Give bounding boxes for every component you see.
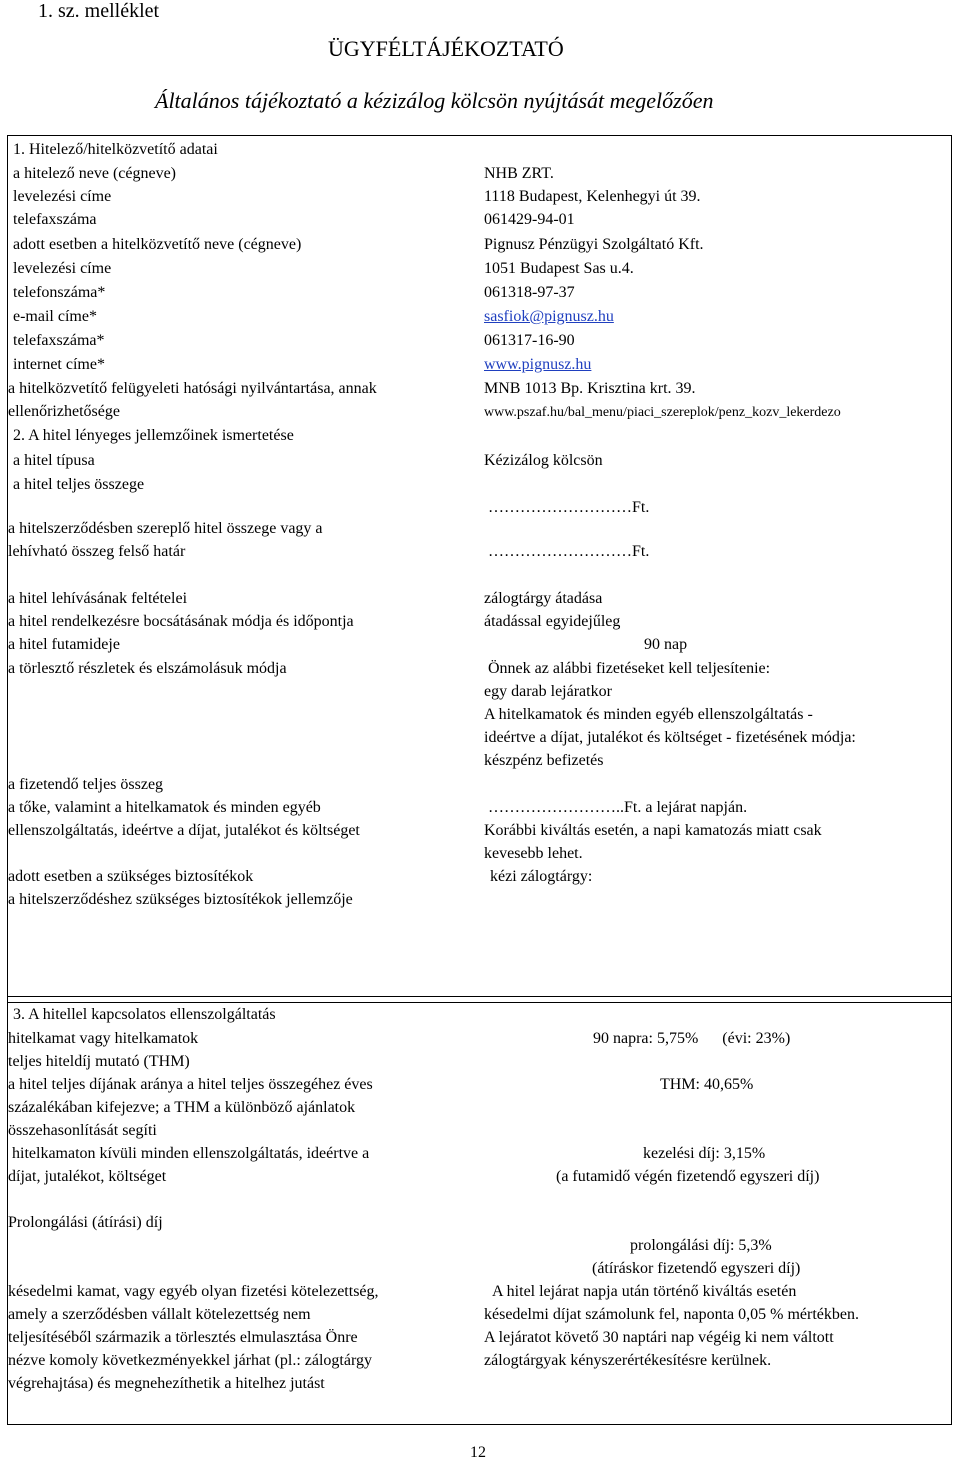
payable-total-value-line-1: ……………………..Ft. a lejárat napján. xyxy=(488,799,748,816)
broker-address-value: 1051 Budapest Sas u.4. xyxy=(484,260,634,277)
supervisor-value-url: www.pszaf.hu/bal_menu/piaci_szereplok/penz_kozv_lekerdezo xyxy=(484,405,841,420)
payable-total-label-line-1: a fizetendő teljes összeg xyxy=(8,776,164,793)
repayment-value-line-3: A hitelkamatok és minden egyéb ellenszolgáltatás - xyxy=(484,706,813,723)
late-interest-value-line-4: zálogtárgyak kényszerértékesítésre kerülnek. xyxy=(484,1352,772,1369)
fees-value-line-1: kezelési díj: 3,15% xyxy=(643,1145,766,1162)
interest-rate-label: hitelkamat vagy hitelkamatok xyxy=(8,1030,199,1047)
broker-phone-label: telefonszáma* xyxy=(13,284,106,301)
broker-email-link[interactable]: sasfiok@pignusz.hu xyxy=(484,308,614,325)
availability-value: átadással egyidejűleg xyxy=(484,613,621,630)
supervisor-value-address: MNB 1013 Bp. Krisztina krt. 39. xyxy=(484,380,696,397)
section-1-heading: 1. Hitelező/hitelközvetítő adatai xyxy=(13,141,218,158)
broker-website-label: internet címe* xyxy=(13,356,105,373)
late-interest-value-line-3: A lejáratot követő 30 naptári nap végéig ki nem váltott xyxy=(484,1329,834,1346)
draw-conditions-label: a hitel lehívásának feltételei xyxy=(8,590,188,607)
apr-label-line-3: százalékában kifejezve; a THM a különböző ajánlatok xyxy=(8,1099,356,1116)
broker-website-link[interactable]: www.pignusz.hu xyxy=(484,356,592,373)
payable-total-value-line-2: Korábbi kiváltás esetén, a napi kamatozás miatt csak xyxy=(484,822,822,839)
credit-type-label: a hitel típusa xyxy=(13,452,95,469)
broker-fax-label: telefaxszáma* xyxy=(13,332,105,349)
credit-total-label: a hitel teljes összege xyxy=(13,476,145,493)
fees-label-line-2: díjat, jutalékot, költséget xyxy=(8,1168,167,1185)
section-3-heading: 3. A hitellel kapcsolatos ellenszolgáltatás xyxy=(13,1006,276,1023)
apr-value: THM: 40,65% xyxy=(660,1076,754,1093)
document-title: ÜGYFÉLTÁJÉKOZTATÓ xyxy=(328,36,564,61)
lender-address-label: levelezési címe xyxy=(13,188,112,205)
credit-amount-label-line-1: a hitelszerződésben szereplő hitel összege vagy a xyxy=(8,520,323,537)
security-label-line-1: adott esetben a szükséges biztosítékok xyxy=(8,868,254,885)
late-interest-value-line-2: késedelmi díjat számolunk fel, naponta 0,05 % mértékben. xyxy=(484,1306,859,1323)
fees-label-line-1: hitelkamaton kívüli minden ellenszolgáltatás, ideértve a xyxy=(12,1145,370,1162)
draw-conditions-value: zálogtárgy átadása xyxy=(484,590,603,607)
term-label: a hitel futamideje xyxy=(8,636,120,653)
broker-phone-value: 061318-97-37 xyxy=(484,284,575,301)
security-value: kézi zálogtárgy: xyxy=(490,868,593,885)
repayment-value-line-5: készpénz befizetés xyxy=(484,752,604,769)
lender-name-value: NHB ZRT. xyxy=(484,165,554,182)
availability-label: a hitel rendelkezésre bocsátásának módja és időpontja xyxy=(8,613,354,630)
broker-address-label: levelezési címe xyxy=(13,260,112,277)
broker-name-value: Pignusz Pénzügyi Szolgáltató Kft. xyxy=(484,236,704,253)
credit-amount-label-line-2: lehívható összeg felső határ xyxy=(8,543,186,560)
late-interest-label-line-2: amely a szerződésben vállalt kötelezettség nem xyxy=(8,1306,311,1323)
late-interest-label-line-4: nézve komoly következményekkel járhat (pl.: zálogtárgy xyxy=(8,1352,373,1369)
credit-amount-value: ………………………Ft. xyxy=(488,543,650,560)
apr-label-line-4: összehasonlítását segíti xyxy=(8,1122,157,1139)
late-interest-value-line-1: A hitel lejárat napja után történő kiváltás esetén xyxy=(492,1283,797,1300)
broker-email-label: e-mail címe* xyxy=(13,308,97,325)
payable-total-label-line-3: ellenszolgáltatás, ideértve a díjat, jutalékot és költséget xyxy=(8,822,360,839)
repayment-value-line-1: Önnek az alábbi fizetéseket kell teljesítenie: xyxy=(488,660,771,677)
section-2-heading: 2. A hitel lényeges jellemzőinek ismertetése xyxy=(13,427,294,444)
lender-name-label: a hitelező neve (cégneve) xyxy=(13,165,177,182)
repayment-value-line-4: ideértve a díjat, jutalékot és költséget - fizetésének módja: xyxy=(484,729,856,746)
prolongation-value-line-1: prolongálási díj: 5,3% xyxy=(630,1237,772,1254)
lender-fax-value: 061429-94-01 xyxy=(484,211,575,228)
broker-name-label: adott esetben a hitelközvetítő neve (cégneve) xyxy=(13,236,302,253)
page-number: 12 xyxy=(470,1444,486,1461)
document-subtitle: Általános tájékoztató a kézizálog kölcsön nyújtását megelőzően xyxy=(155,88,714,113)
broker-fax-value: 061317-16-90 xyxy=(484,332,575,349)
lender-address-value: 1118 Budapest, Kelenhegyi út 39. xyxy=(484,188,701,205)
lender-fax-label: telefaxszáma xyxy=(13,211,97,228)
late-interest-label-line-3: teljesítéséből származik a törlesztés elmulasztása Önre xyxy=(8,1329,358,1346)
supervisor-label-line-2: ellenőrizhetősége xyxy=(8,403,120,420)
term-value: 90 nap xyxy=(644,636,688,653)
supervisor-label-line-1: a hitelközvetítő felügyeleti hatósági nyilvántartása, annak xyxy=(8,380,377,397)
late-interest-label-line-1: késedelmi kamat, vagy egyéb olyan fizetési kötelezettség, xyxy=(8,1283,379,1300)
repayment-value-line-2: egy darab lejáratkor xyxy=(484,683,612,700)
apr-label-line-1: teljes hiteldíj mutató (THM) xyxy=(8,1053,190,1070)
late-interest-label-line-5: végrehajtása) és megnehezíthetik a hitelhez jutást xyxy=(8,1375,325,1392)
annex-label: 1. sz. melléklet xyxy=(38,0,160,22)
prolongation-label: Prolongálási (átírási) díj xyxy=(8,1214,163,1231)
credit-type-value: Kézizálog kölcsön xyxy=(484,452,603,469)
security-label-line-2: a hitelszerződéshez szükséges biztosítékok jellemzője xyxy=(8,891,353,908)
fees-value-line-2: (a futamidő végén fizetendő egyszeri díj) xyxy=(556,1168,820,1185)
prolongation-value-line-2: (átíráskor fizetendő egyszeri díj) xyxy=(592,1260,801,1277)
payable-total-value-line-3: kevesebb lehet. xyxy=(484,845,583,862)
repayment-label: a törlesztő részletek és elszámolásuk módja xyxy=(8,660,287,677)
interest-rate-value: 90 napra: 5,75% (évi: 23%) xyxy=(593,1030,791,1047)
payable-total-label-line-2: a tőke, valamint a hitelkamatok és minden egyéb xyxy=(8,799,321,816)
apr-label-line-2: a hitel teljes díjának aránya a hitel teljes összegéhez éves xyxy=(8,1076,373,1093)
credit-total-value: ………………………Ft. xyxy=(488,499,650,516)
